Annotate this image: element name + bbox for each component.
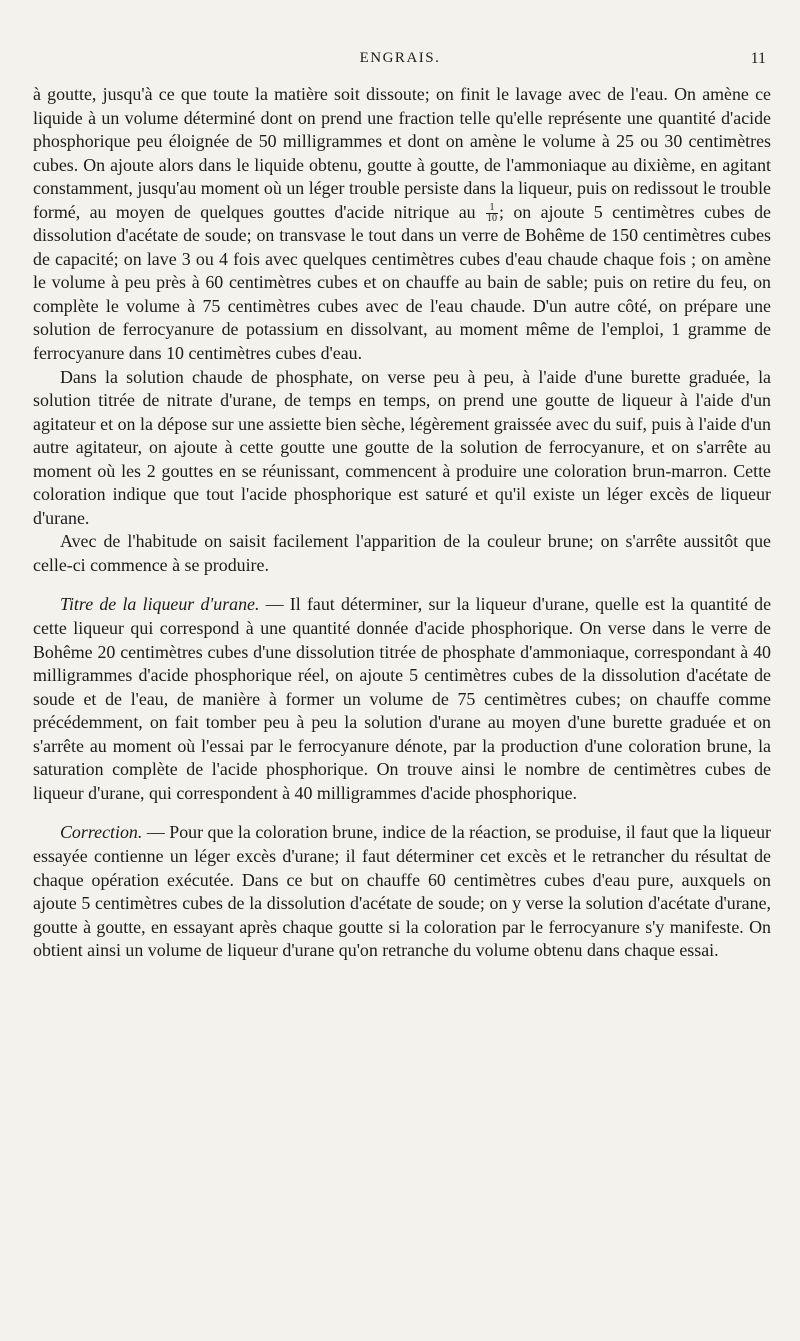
paragraph-correction <box>33 821 771 962</box>
paragraph-continuation <box>33 83 771 366</box>
fraction-numerator: 1 <box>486 203 498 214</box>
paragraph-text: Avec de l'habitude on saisit facilement l'apparition de la couleur brune; on s'arrête aussitôt que celle-ci commence à se produire. <box>33 531 771 575</box>
paragraph-text: Dans la solution chaude de phosphate, on verse peu à peu, à l'aide d'une burette graduée, la solution titrée de nitrate d'urane, de temps en temps, on prend une goutte de liqueur à l'aide d'un agitateur et on la dépose sur une assiette bien sèche, légèrement graissée avec du suif, puis à l'aide d'un autre agitateur, on ajoute à cette goutte une goutte de la solution de ferrocyanure, et on s'arrête au moment où les 2 gouttes en se réunissant, commencent à produire une coloration brun-marron. Cette coloration indique que tout l'acide phosphorique est saturé et qu'il existe un léger excès de liqueur d'urane. <box>33 366 771 528</box>
fraction-one-tenth <box>486 203 498 224</box>
paragraph-titre <box>33 593 771 805</box>
section-heading-correction: Correction. <box>60 822 143 843</box>
running-title: ENGRAIS. <box>359 50 441 66</box>
paragraph-text: à goutte, jusqu'à ce que toute la matière soit dissoute; on finit le lavage avec de l'eau. On amène ce liquide à un volume déterminé dont on prend une fraction telle qu'elle représente une quantité d'acide phosphorique peu éloignée de 50 milligrammes et dont on amène le volume à 25 ou 30 centimètres cubes. On ajoute alors dans le liquide obtenu, goutte à goutte, de l'ammoniaque au dixième, en agitant constamment, jusqu'au moment où un léger trouble persiste dans la liqueur, puis on redissout le trouble formé, au moyen de quelques gouttes d'acide nitrique au <box>33 84 771 222</box>
fraction-denominator: 10 <box>486 213 497 225</box>
paragraph <box>33 366 771 531</box>
paragraph-text: — Il faut déterminer, sur la liqueur d'urane, quelle est la quantité de cette liqueur qui correspond à une quantité donnée d'acide phosphorique. On verse dans le verre de Bohême 20 centimètres cubes d'une dissolution titrée de phosphate d'ammoniaque, correspondant à 40 milligrammes d'acide phosphorique réel, on ajoute 5 centimètres cubes de la dissolution d'acétate de soude et de l'eau, de manière à former un volume de 75 centimètres cubes; on chauffe comme précédemment, on fait tomber peu à peu la solution d'urane au moyen d'une burette graduée et on s'arrête au moment où l'essai par le ferrocyanure dénote, par la production d'une coloration brune, la saturation complète de l'acide phosphorique. On trouve ainsi le nombre de centimètres cubes de liqueur d'urane, qui correspondent à 40 milligrammes d'acide phosphorique. <box>33 594 772 803</box>
paragraph <box>33 530 771 577</box>
section-heading-titre: Titre de la liqueur d'urane. <box>60 594 260 615</box>
body-text <box>33 83 771 963</box>
paragraph-text: — Pour que la coloration brune, indice de la réaction, se produise, il faut que la liqueur essayée contienne un léger excès d'urane; il faut déterminer cet excès et le retrancher du résultat de chaque opération exécutée. Dans ce but on chauffe 60 centimètres cubes d'eau pure, auxquels on ajoute 5 centimètres cubes de la dissolution d'acétate de soude; on y verse la solution d'acétate d'urane, goutte à goutte, en essayant après chaque goutte si la coloration par le ferrocyanure s'y manifeste. On obtient ainsi un volume de liqueur d'urane qu'on retranche du volume obtenu dans chaque essai. <box>33 822 771 961</box>
paragraph-text: ; on ajoute 5 centimètres cubes de dissolution d'acétate de soude; on transvase le tout dans un verre de Bohême de 150 centimètres cubes de capacité; on lave 3 ou 4 fois avec quelques centimètres cubes d'eau chaude chaque fois ; on amène le volume à peu près à 60 centimètres cubes et on chauffe au bain de sable; puis on retire du feu, on complète le volume à 75 centimètres cubes avec de l'eau chaude. D'un autre côté, on prépare une solution de ferrocyanure de potassium en dissolvant, au moment même de l'emploi, 1 gramme de ferrocyanure dans 10 centimètres cubes d'eau. <box>33 201 771 364</box>
page-header <box>0 50 800 74</box>
page-number: 11 <box>750 50 766 67</box>
